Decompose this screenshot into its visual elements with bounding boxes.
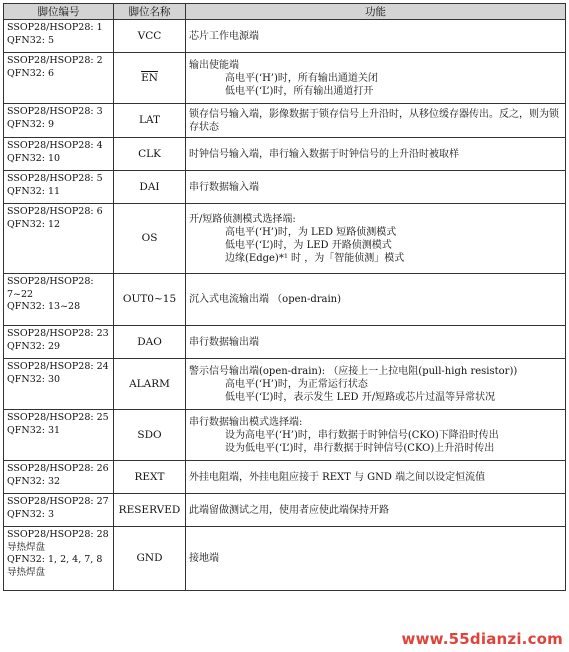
table-row xyxy=(4,138,566,171)
table-row xyxy=(4,204,566,274)
table-row xyxy=(4,494,566,527)
function-line: 开/短路侦测模式选择端: xyxy=(189,213,296,225)
pin-name-cell xyxy=(114,359,186,410)
pin-name: $\overline{EN}$ xyxy=(141,71,158,84)
pin-number-cell xyxy=(4,171,114,204)
function-line: 设为高电平(‘H’)时，串行数据于时钟信号(CKO)下降沿时传出 xyxy=(225,429,499,441)
pin-name: REXT xyxy=(134,470,165,483)
pin-number-cell xyxy=(4,494,114,527)
pin-number-cell xyxy=(4,20,114,53)
pin-number-line: QFN32: 31 xyxy=(7,424,61,436)
table-row xyxy=(4,274,566,326)
function-cell xyxy=(186,104,566,138)
table-row xyxy=(4,171,566,204)
pin-number-line: QFN32: 10 xyxy=(7,152,61,164)
function-line: 此端留做测试之用，使用者应使此端保持开路 xyxy=(189,504,389,516)
function-line: 时钟信号输入端，串行输入数据于时钟信号的上升沿时被取样 xyxy=(189,148,459,160)
pin-name-cell xyxy=(114,104,186,138)
pin-name: SDO xyxy=(137,428,162,441)
function-cell xyxy=(186,461,566,494)
pin-name-cell xyxy=(114,53,186,104)
pin-number-line: QFN32: 13~28 xyxy=(7,301,81,312)
function-line: 低电平(‘L’)时，为 LED 开路侦测模式 xyxy=(225,239,392,251)
function-line: 锁存信号输入端，影像数据于锁存信号上升沿时，从移位缓存器传出。反之，则为锁存状态 xyxy=(189,108,559,133)
function-cell xyxy=(186,138,566,171)
function-line: 高电平(‘H’)时，所有输出通道关闭 xyxy=(225,72,378,84)
function-line: 低电平(‘L’)时，表示发生 LED 开/短路或芯片过温等异常状况 xyxy=(225,391,496,403)
function-line: 边缘(Edge)*¹ 时 ，为「智能侦测」模式 xyxy=(225,252,405,264)
pin-number-line: QFN32: 32 xyxy=(7,475,61,487)
function-line: 低电平(‘L’)时，所有输出通道打开 xyxy=(225,85,374,97)
function-line: 警示信号输出端(open-drain): （应接上一上拉电阻(pull-high resistor)) xyxy=(189,365,518,377)
pin-number-line: QFN32: 9 xyxy=(7,118,55,130)
pin-number-cell xyxy=(4,274,114,326)
function-line: 高电平(‘H’)时，为正常运行状态 xyxy=(225,378,368,390)
pin-number-cell xyxy=(4,527,114,591)
pin-number-line: 导热焊盘 xyxy=(7,566,46,578)
table-row xyxy=(4,359,566,410)
pin-number-line: QFN32: 6 xyxy=(7,67,55,79)
pin-name: VCC xyxy=(137,29,162,42)
pin-number-cell xyxy=(4,104,114,138)
function-cell xyxy=(186,326,566,359)
pin-name: DAI xyxy=(139,180,160,193)
pin-number-line: QFN32: 11 xyxy=(7,185,61,197)
table-row xyxy=(4,53,566,104)
function-cell xyxy=(186,494,566,527)
pin-number-line: QFN32: 29 xyxy=(7,340,61,352)
pin-number-line: SSOP28/HSOP28: 2 xyxy=(7,55,103,66)
pin-number-line: SSOP28/HSOP28: 26 xyxy=(7,463,109,474)
header-function: 功能 xyxy=(186,4,566,20)
pin-number-line: SSOP28/HSOP28: 27 xyxy=(7,496,109,507)
table-row xyxy=(4,20,566,53)
pin-number-line: QFN32: 1, 2, 4, 7, 8 xyxy=(7,554,103,565)
function-cell xyxy=(186,204,566,274)
pin-number-line: SSOP28/HSOP28: 24 xyxy=(7,361,109,372)
pin-number-line: SSOP28/HSOP28: 25 xyxy=(7,412,109,423)
pin-number-cell xyxy=(4,53,114,104)
pin-number-line: QFN32: 5 xyxy=(7,34,55,46)
pin-number-line: QFN32: 12 xyxy=(7,218,61,230)
function-line: 沉入式电流输出端 （open-drain) xyxy=(189,294,342,305)
function-cell xyxy=(186,171,566,204)
table-row xyxy=(4,527,566,591)
pin-number-line: SSOP28/HSOP28: 1 xyxy=(7,22,103,33)
pin-name-cell xyxy=(114,494,186,527)
pin-name-cell xyxy=(114,527,186,591)
pin-name-cell xyxy=(114,138,186,171)
pin-name-cell xyxy=(114,274,186,326)
pin-name: DAO xyxy=(137,335,162,348)
function-line: 芯片工作电源端 xyxy=(189,30,259,42)
pin-name-cell xyxy=(114,326,186,359)
function-cell xyxy=(186,359,566,410)
pin-name: CLK xyxy=(138,147,161,160)
pin-number-line: SSOP28/HSOP28: 28 xyxy=(7,529,109,540)
pin-name: OS xyxy=(141,232,158,244)
pin-number-line: 导热焊盘 xyxy=(7,541,46,553)
table-row xyxy=(4,461,566,494)
table-body xyxy=(4,20,566,591)
pin-number-cell xyxy=(4,461,114,494)
table-row xyxy=(4,410,566,461)
function-line: 接地端 xyxy=(189,553,219,564)
header-pin-number: 脚位编号 xyxy=(4,4,114,20)
pin-number-line: SSOP28/HSOP28: 6 xyxy=(7,206,103,217)
function-line: 高电平(‘H’)时，为 LED 短路侦测模式 xyxy=(225,226,397,238)
pin-name: LAT xyxy=(139,114,160,126)
pin-name: OUT0~15 xyxy=(122,293,177,305)
function-cell xyxy=(186,410,566,461)
function-line: 串行数据输出端 xyxy=(189,336,259,348)
pin-number-cell xyxy=(4,138,114,171)
pin-number-cell xyxy=(4,204,114,274)
watermark: www.55dianzi.com xyxy=(401,630,563,648)
function-line: 设为低电平(‘L’)时，串行数据于时钟信号(CKO)上升沿时传出 xyxy=(225,442,495,454)
pin-number-line: QFN32: 3 xyxy=(7,508,55,520)
function-line: 串行数据输入端 xyxy=(189,181,259,193)
pin-number-line: 7~22 xyxy=(7,288,34,300)
pin-name-cell xyxy=(114,171,186,204)
function-line: 串行数据输出模式选择端: xyxy=(189,416,303,428)
pin-name-cell xyxy=(114,410,186,461)
pin-name-cell xyxy=(114,461,186,494)
pin-number-cell xyxy=(4,326,114,359)
table-header-row xyxy=(4,4,566,20)
pin-name-cell xyxy=(114,20,186,53)
pin-number-line: SSOP28/HSOP28: 23 xyxy=(7,328,109,339)
function-line: 输出使能端 xyxy=(189,59,239,71)
pin-name: ALARM xyxy=(129,377,170,390)
function-line: 外挂电阻端，外挂电阻应接于 REXT 与 GND 端之间以设定恒流值 xyxy=(189,471,486,483)
pin-number-cell xyxy=(4,359,114,410)
pin-name: RESERVED xyxy=(118,503,181,516)
pin-number-line: SSOP28/HSOP28: 4 xyxy=(7,140,103,151)
pin-number-line: SSOP28/HSOP28: 3 xyxy=(7,106,103,117)
table-row xyxy=(4,326,566,359)
function-cell xyxy=(186,20,566,53)
pin-number-line: QFN32: 30 xyxy=(7,373,61,385)
pin-name-cell xyxy=(114,204,186,274)
header-pin-name: 脚位名称 xyxy=(114,4,186,20)
pin-number-cell xyxy=(4,410,114,461)
pin-number-line: SSOP28/HSOP28: 5 xyxy=(7,173,103,184)
pin-function-table xyxy=(3,3,566,591)
function-cell xyxy=(186,53,566,104)
table-row xyxy=(4,104,566,138)
pin-name: GND xyxy=(136,552,163,564)
function-cell xyxy=(186,527,566,591)
pin-number-line: SSOP28/HSOP28: xyxy=(7,276,94,287)
function-cell xyxy=(186,274,566,326)
